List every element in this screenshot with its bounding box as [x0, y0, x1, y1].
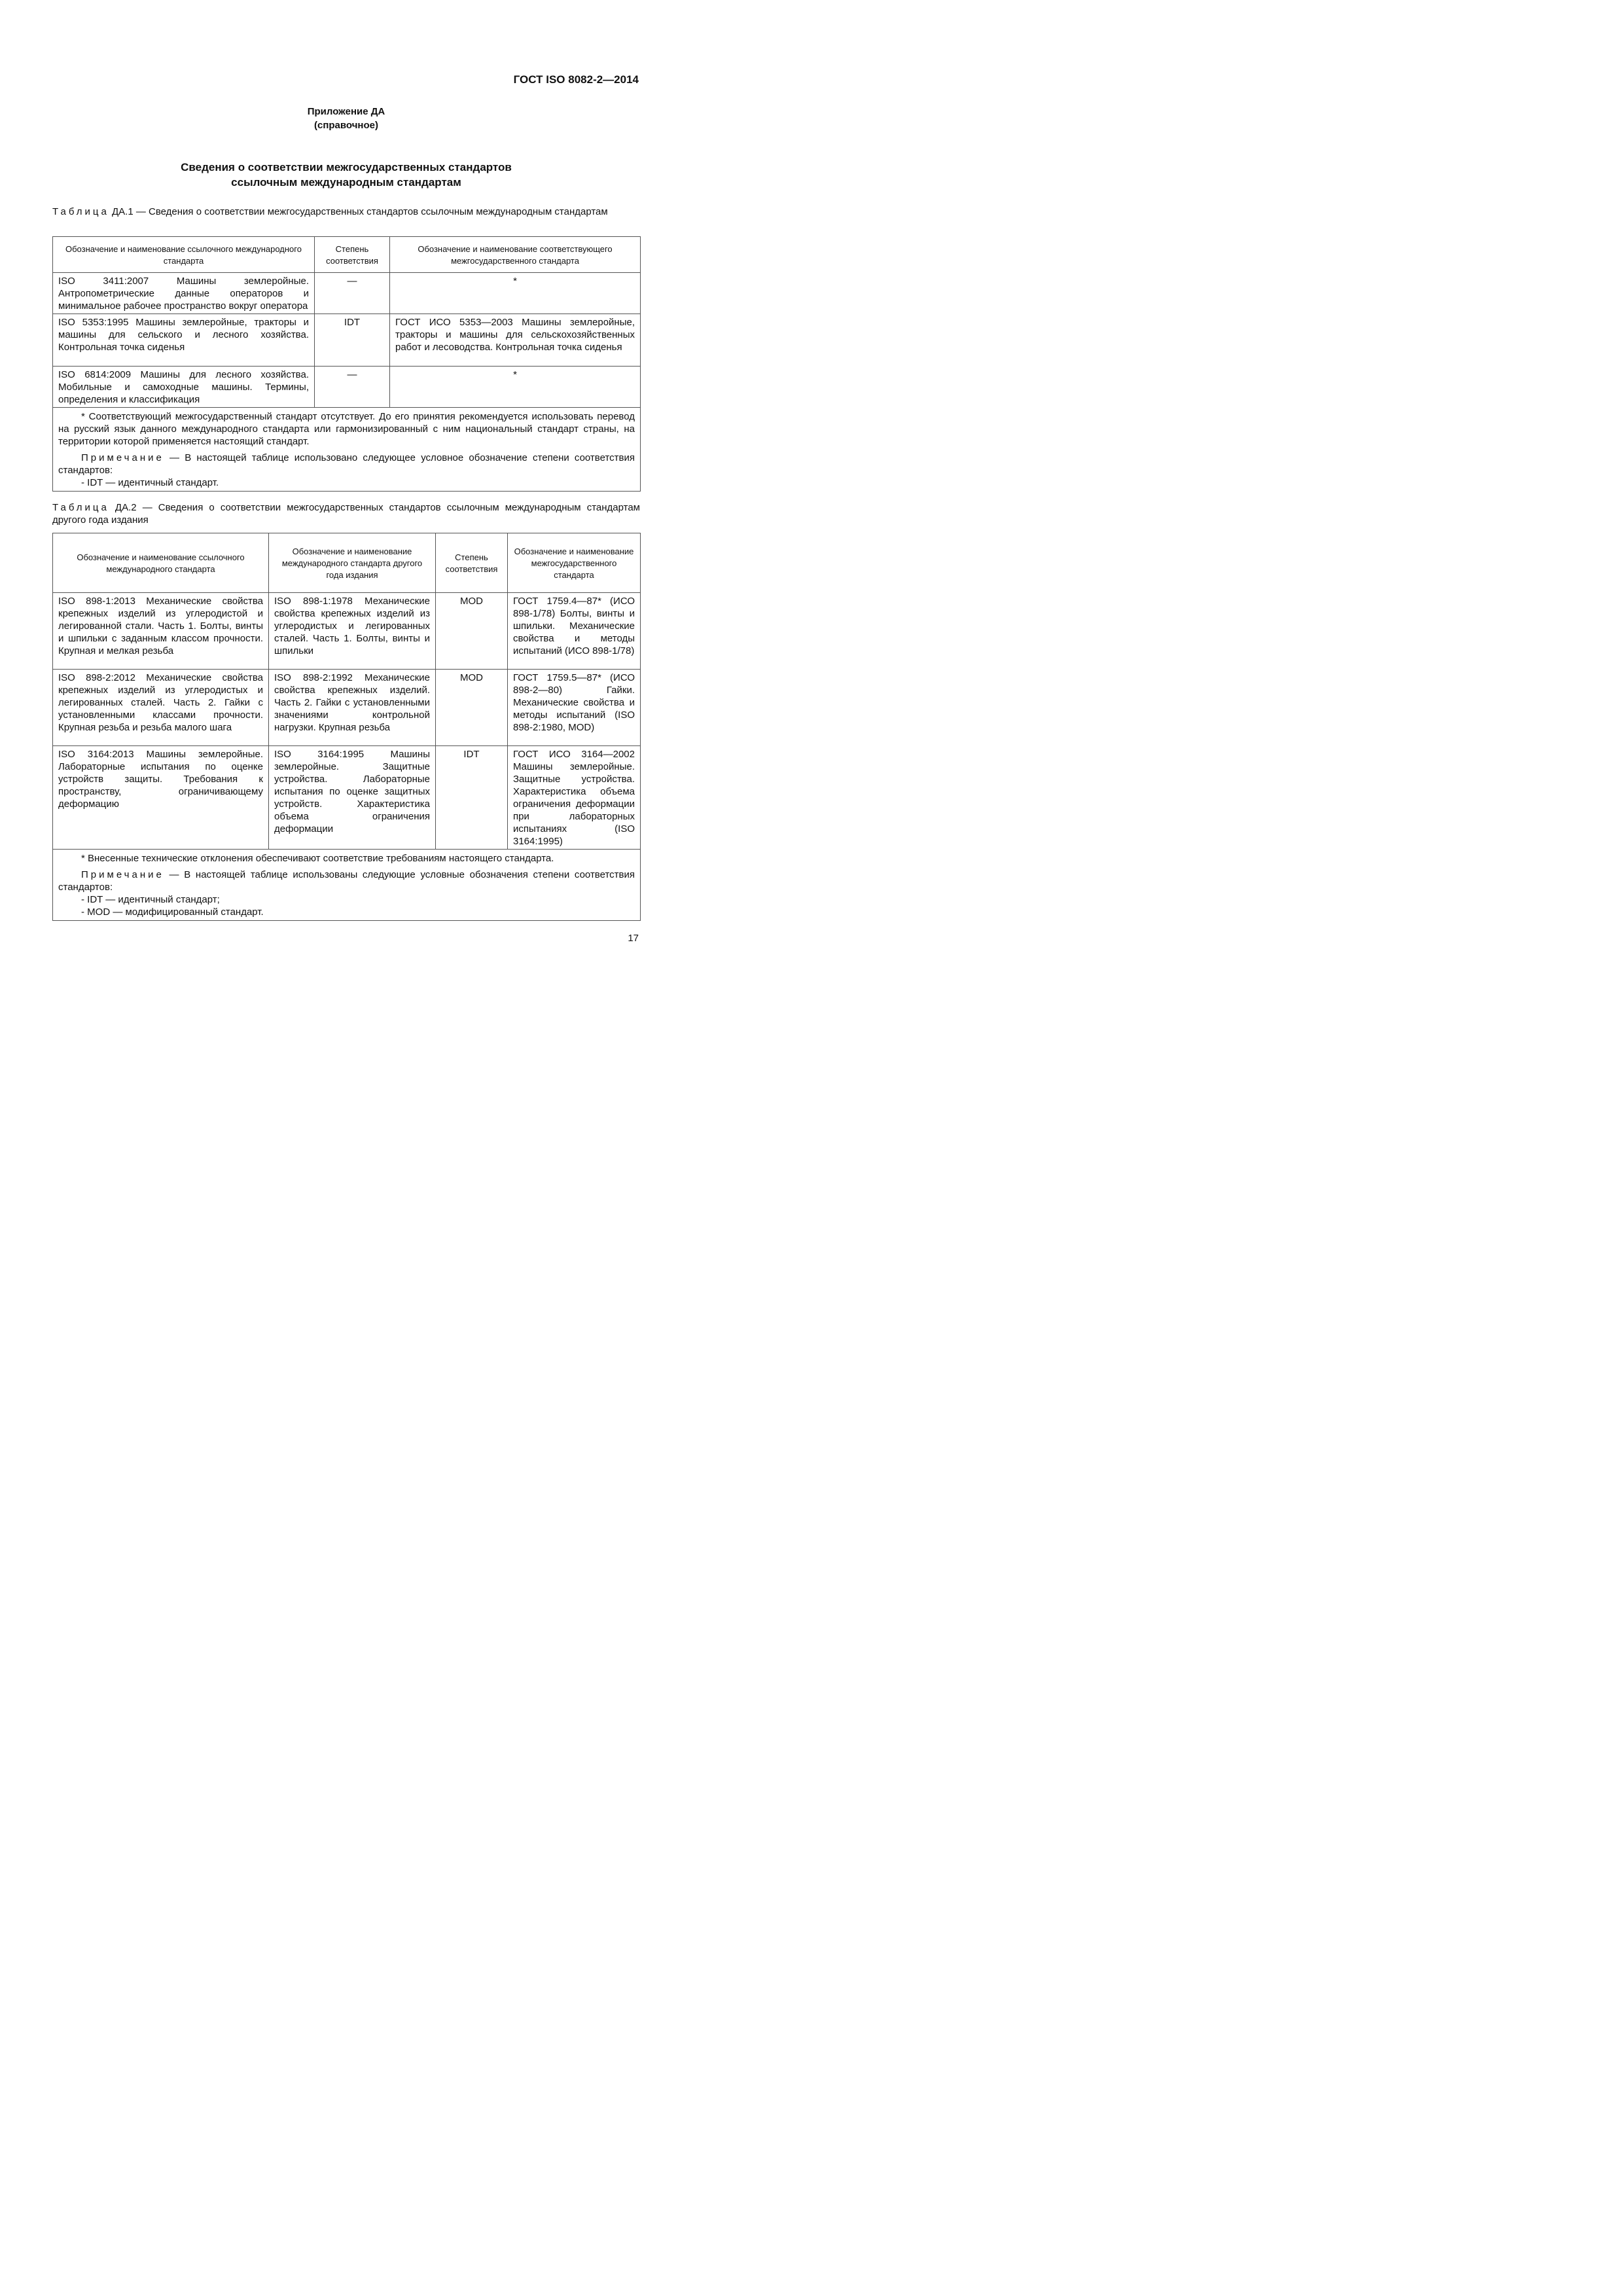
- table2-header-other-year-standard: Обозначение и наименование международного стандарта другого года издания: [269, 533, 436, 593]
- table-cell: —: [315, 367, 390, 408]
- table1-header-interstate-standard: Обозначение и наименование соответствующего межгосударственного стандарта: [390, 237, 641, 273]
- table1-note-item: - IDT — идентичный стандарт.: [81, 477, 219, 488]
- table-cell: ГОСТ 1759.4—87* (ИСО 898-1/78) Болты, винты и шпильки. Механические свойства и методы испытаний (ИСО 898-1/78): [508, 593, 641, 670]
- table2-note-label: Примечание: [81, 869, 164, 880]
- table2-footer-row: [53, 850, 641, 921]
- table1-caption: [52, 206, 640, 218]
- table-cell: ISO 5353:1995 Машины землеройные, тракторы и машины для сельского и лесного хозяйства. Контрольная точка сиденья: [53, 314, 315, 367]
- table-cell: —: [315, 273, 390, 314]
- table1-caption-text: ДА.1 — Сведения о соответствии межгосударственных стандартов ссылочным международным стандартам: [109, 206, 608, 217]
- appendix-title: Приложение ДА: [307, 106, 385, 117]
- table-row: [53, 746, 641, 850]
- table-cell: IDT: [315, 314, 390, 367]
- document-code: ГОСТ ISO 8082-2—2014: [513, 73, 639, 86]
- table-cell: ISO 898-2:1992 Механические свойства крепежных изделий. Часть 2. Гайки с установленными значениями контрольной нагрузки. Крупная резьба: [269, 670, 436, 746]
- table-cell: IDT: [436, 746, 508, 850]
- table-row: [53, 670, 641, 746]
- table-cell: ГОСТ ИСО 3164—2002 Машины землеройные. Защитные устройства. Характеристика объема ограничения деформации при лабораторных испытаниях (ISO 3164:1995): [508, 746, 641, 850]
- table-cell: ГОСТ 1759.5—87* (ИСО 898-2—80) Гайки. Механические свойства и методы испытаний (ISO 898-2:1980, MOD): [508, 670, 641, 746]
- table-row: [53, 593, 641, 670]
- table-cell: ISO 898-1:2013 Механические свойства крепежных изделий из углеродистой и легированной стали. Часть 1. Болты, винты и шпильки с заданным классом прочности. Крупная и мелкая резьба: [53, 593, 269, 670]
- table2-caption-label: Таблица: [52, 502, 109, 513]
- table-row: [53, 273, 641, 314]
- table-row: [53, 314, 641, 367]
- table1-notes: [53, 408, 641, 492]
- table-cell: MOD: [436, 593, 508, 670]
- table1-footnote: * Соответствующий межгосударственный стандарт отсутствует. До его принятия рекомендуется использовать перевод на русский язык данного международного стандарта или гармонизированный с ним национальный стандарт страны, на территории которой применяется настоящий стандарт.: [58, 411, 635, 447]
- table2-caption-text: ДА.2 — Сведения о соответствии межгосударственных стандартов ссылочным международным стандартам другого года издания: [52, 502, 640, 526]
- table2-header-row: [53, 533, 641, 593]
- table-cell: MOD: [436, 670, 508, 746]
- table-cell: ISO 6814:2009 Машины для лесного хозяйства. Мобильные и самоходные машины. Термины, определения и классификация: [53, 367, 315, 408]
- table2-notes: [53, 850, 641, 921]
- table1-note-label: Примечание: [81, 452, 164, 463]
- table2-header-degree: Степень соответствия: [436, 533, 508, 593]
- table-cell: ISO 898-2:2012 Механические свойства крепежных изделий из углеродистых и легированных сталей. Часть 2. Гайки с установленными классами прочности. Крупная резьба и резьба малого шага: [53, 670, 269, 746]
- table-da2: [52, 533, 641, 921]
- table-da1: [52, 236, 641, 492]
- table-cell: *: [390, 367, 641, 408]
- table-cell: ISO 3164:1995 Машины землеройные. Защитные устройства. Лабораторные испытания по оценке защитных устройств. Характеристика объема ограничения деформации: [269, 746, 436, 850]
- table1-note-text: — В настоящей таблице использовано следующее условное обозначение степени соответствия стандартов:: [58, 452, 635, 476]
- table-cell: *: [390, 273, 641, 314]
- table2-header-interstate-standard: Обозначение и наименование межгосударственного стандарта: [508, 533, 641, 593]
- table1-header-degree: Степень соответствия: [315, 237, 390, 273]
- table-cell: ГОСТ ИСО 5353—2003 Машины землеройные, тракторы и машины для сельскохозяйственных работ и лесоводства. Контрольная точка сиденья: [390, 314, 641, 367]
- table1-header-row: [53, 237, 641, 273]
- section-title: [52, 160, 640, 190]
- section-title-line-2: ссылочным международным стандартам: [231, 176, 461, 188]
- table-cell: ISO 898-1:1978 Механические свойства крепежных изделий из углеродистых и легированных сталей. Часть 1. Болты, винты и шпильки: [269, 593, 436, 670]
- table1-footer-row: [53, 408, 641, 492]
- table2-note: [58, 869, 635, 893]
- section-title-line-1: Сведения о соответствии межгосударственных стандартов: [181, 161, 512, 173]
- table2-caption: [52, 501, 640, 526]
- table2-note-item: - IDT — идентичный стандарт;: [81, 894, 220, 905]
- appendix-subtitle: (справочное): [314, 120, 378, 131]
- table1-note: [58, 452, 635, 476]
- appendix-heading: [52, 105, 640, 132]
- table-cell: ISO 3164:2013 Машины землеройные. Лабораторные испытания по оценке устройств защиты. Требования к пространству, ограничивающему деформацию: [53, 746, 269, 850]
- table1-header-ref-standard: Обозначение и наименование ссылочного международного стандарта: [53, 237, 315, 273]
- table2-footnote: * Внесенные технические отклонения обеспечивают соответствие требованиям настоящего стандарта.: [81, 853, 554, 864]
- table-cell: ISO 3411:2007 Машины землеройные. Антропометрические данные операторов и минимальное рабочее пространство вокруг оператора: [53, 273, 315, 314]
- table2-header-ref-standard: Обозначение и наименование ссылочного международного стандарта: [53, 533, 269, 593]
- table2-note-text: — В настоящей таблице использованы следующие условные обозначения степени соответствия стандартов:: [58, 869, 635, 893]
- table1-caption-label: Таблица: [52, 206, 109, 217]
- page-number: 17: [628, 933, 639, 944]
- table2-note-item: - MOD — модифицированный стандарт.: [81, 906, 264, 918]
- table-row: [53, 367, 641, 408]
